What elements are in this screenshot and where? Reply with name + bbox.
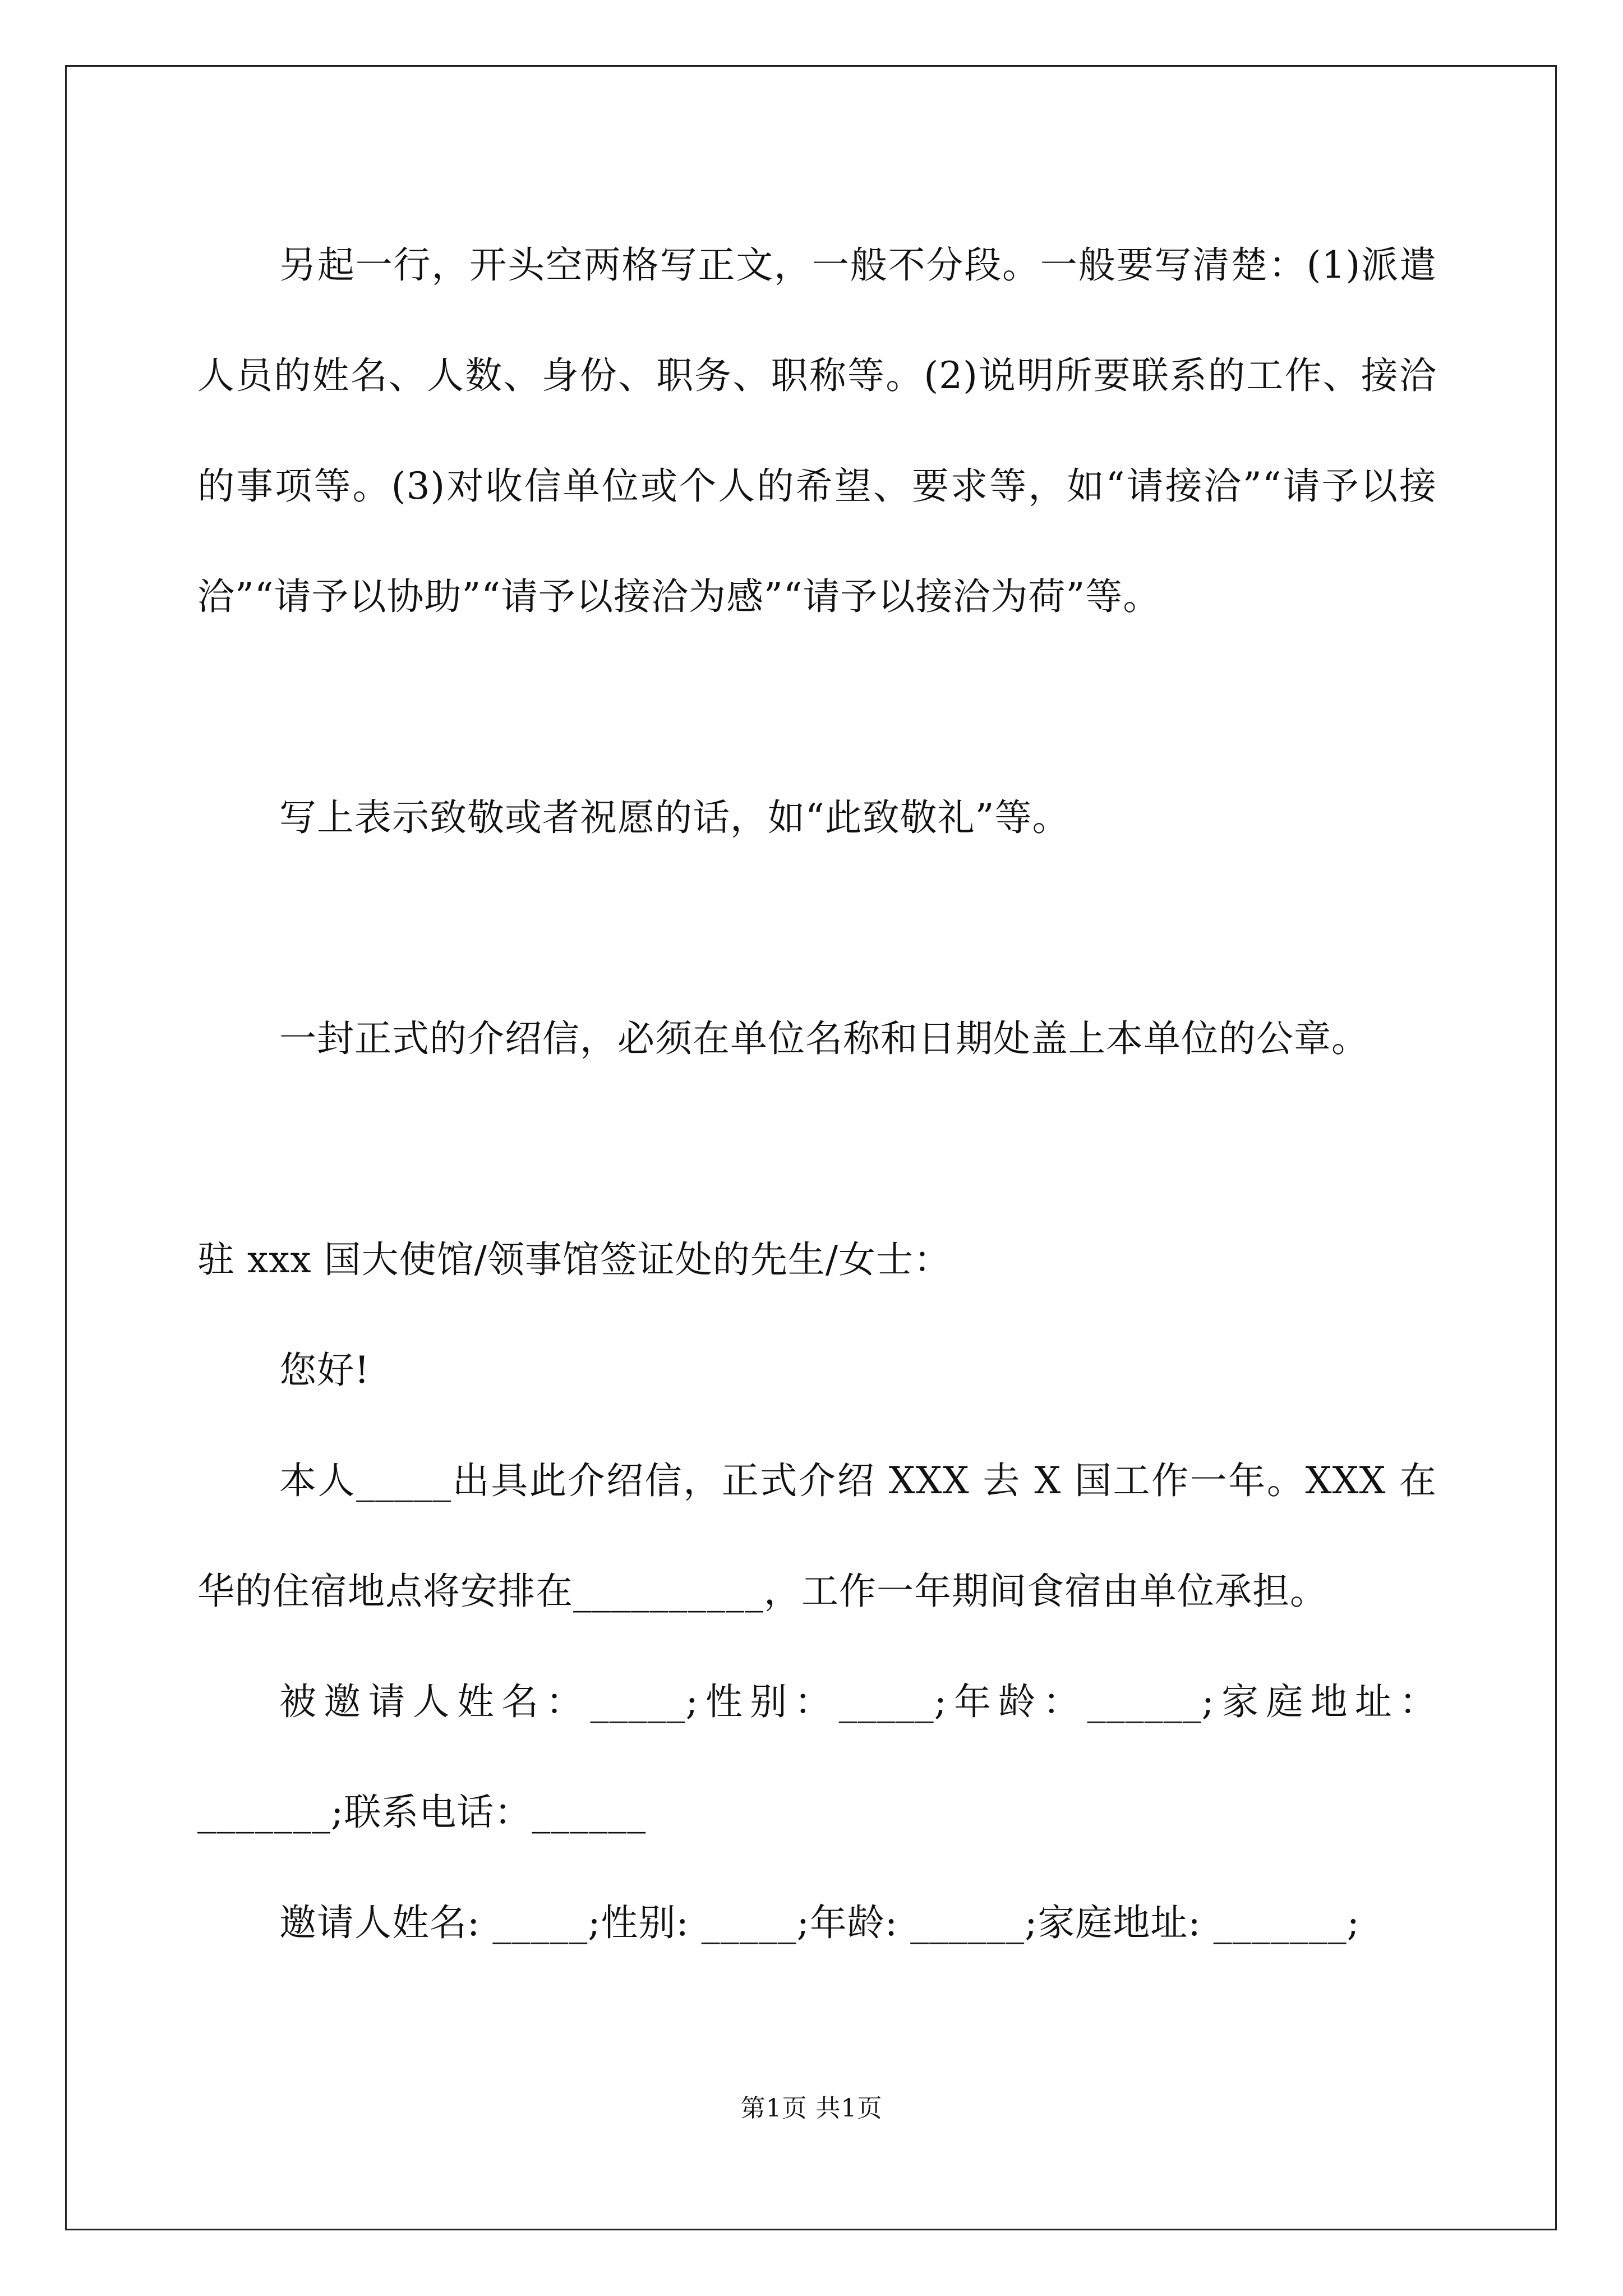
paragraph-official-seal: 一封正式的介绍信，必须在单位名称和日期处盖上本单位的公章。 (279, 1017, 1369, 1060)
paragraph-invitee-info: 被邀请人姓名：_____;性别：_____;年龄：______;家庭地址：_______;联系电话：______ (197, 1680, 1437, 1834)
paragraph-spacer (197, 873, 1437, 983)
letter-greeting: 您好! (279, 1349, 370, 1392)
paragraph-body-format: 另起一行，开头空两格写正文，一般不分段。一般要写清楚：(1)派遣人员的姓名、人数、身份、职务、职称等。(2)说明所要联系的工作、接洽的事项等。(3)对收信单位或个人的希望、要求等，如“请接洽”“请予以接洽”“请予以协助”“请予以接洽为感”“请予以接洽为荷”等。 (197, 243, 1437, 618)
page-number-footer: 第1页 共1页 (740, 2094, 883, 2123)
paragraph-introduction: 本人_____出具此介绍信，正式介绍 XXX 去 X 国工作一年。XXX 在华的住宿地点将安排在__________，工作一年期间食宿由单位承担。 (197, 1459, 1437, 1613)
paragraph-inviter-info: 邀请人姓名: _____;性别: _____;年龄: ______;家庭地址: _______; (279, 1901, 1360, 1944)
paragraph-spacer (197, 652, 1437, 762)
paragraph-spacer (197, 1094, 1437, 1204)
letter-salutation: 驻 xxx 国大使馆/领事馆签证处的先生/女士： (197, 1238, 952, 1281)
document-body (197, 210, 1437, 1978)
paragraph-closing-greeting: 写上表示致敬或者祝愿的话，如“此致敬礼”等。 (279, 796, 1070, 839)
